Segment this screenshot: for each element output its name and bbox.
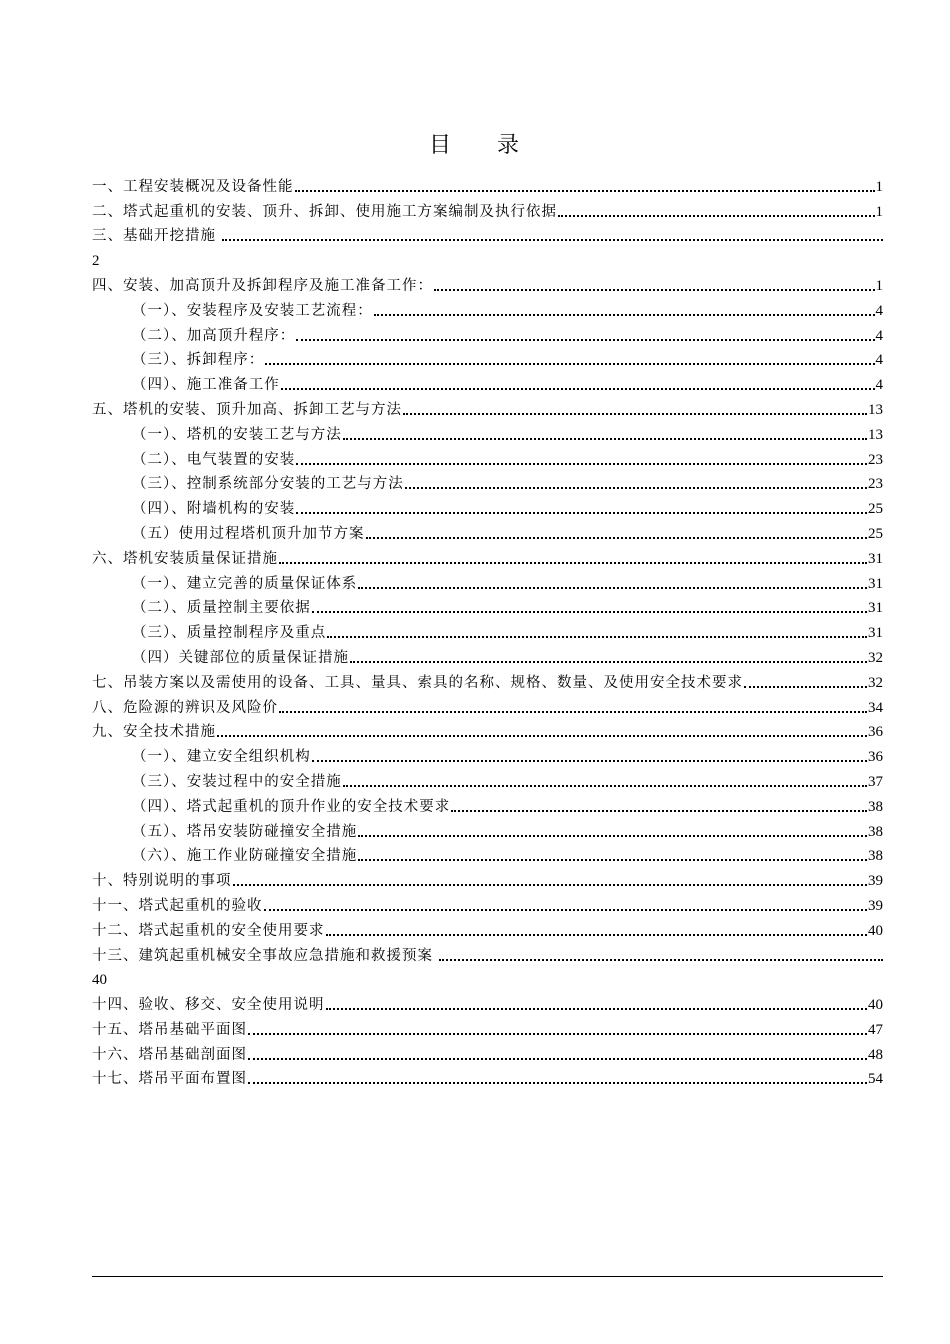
- toc-entry-label: 四、安装、加高顶升及拆卸程序及施工准备工作：: [92, 277, 433, 294]
- toc-entry-page-wrapped: 2: [92, 253, 100, 270]
- toc-entry[interactable]: [92, 865, 883, 890]
- toc-entry[interactable]: [92, 989, 883, 1014]
- toc-leader-dots: [374, 298, 875, 316]
- toc-leader-dots: [217, 719, 867, 737]
- toc-leader-dots: [279, 546, 867, 564]
- toc-entry-page: 40: [868, 922, 883, 939]
- toc-entry-label: 十一、塔式起重机的验收: [92, 897, 263, 914]
- toc-entry[interactable]: [92, 717, 883, 742]
- toc-entry-label: （四）、施工准备工作: [132, 377, 280, 394]
- toc-entry[interactable]: [92, 394, 883, 419]
- toc-leader-dots: [350, 645, 867, 663]
- toc-entry-page: 31: [868, 600, 883, 617]
- toc-entry[interactable]: [92, 196, 883, 221]
- toc-entry-page: 36: [868, 749, 883, 766]
- toc-entry-page: 13: [868, 426, 883, 443]
- toc-entry-label: 十三、建筑起重机械安全事故应急措施和救援预案: [92, 947, 433, 964]
- toc-leader-dots: [296, 496, 867, 514]
- toc-entry-label: （一）、塔机的安装工艺与方法: [132, 426, 342, 443]
- toc-leader-dots: [326, 918, 868, 936]
- toc-leader-dots: [281, 372, 875, 390]
- toc-entry[interactable]: [92, 493, 883, 518]
- toc-entry-page: 13: [868, 401, 883, 418]
- toc-entry-page: 32: [868, 649, 883, 666]
- toc-entry-page: 34: [868, 699, 883, 716]
- toc-entry-label: 十七、塔吊平面布置图: [92, 1071, 247, 1088]
- toc-leader-dots: [343, 769, 867, 787]
- toc-entry-label: 十四、验收、移交、安全使用说明: [92, 997, 325, 1014]
- toc-leader-dots: [248, 1042, 867, 1060]
- toc-entry-label: 五、塔机的安装、顶升加高、拆卸工艺与方法: [92, 401, 402, 418]
- toc-entry-page: 25: [868, 501, 883, 518]
- toc-leader-dots: [358, 843, 867, 861]
- toc-entry-page: 48: [868, 1046, 883, 1063]
- toc-entry-label: （二）、电气装置的安装: [132, 451, 296, 468]
- toc-entry-label: 一、工程安装概况及设备性能: [92, 178, 294, 195]
- toc-leader-dots: [434, 273, 875, 291]
- toc-leader-dots: [248, 1066, 867, 1084]
- table-of-contents: [92, 171, 883, 1088]
- toc-entry[interactable]: [92, 667, 883, 692]
- toc-entry-label: （三）、安装过程中的安全措施: [132, 773, 342, 790]
- footer-rule: [92, 1276, 883, 1277]
- toc-entry-page: 31: [868, 625, 883, 642]
- toc-entry[interactable]: [92, 890, 883, 915]
- toc-entry[interactable]: [92, 791, 883, 816]
- toc-leader-dots: [248, 1017, 867, 1035]
- toc-entry-page: 39: [868, 897, 883, 914]
- toc-title: [0, 128, 950, 159]
- toc-entry-label: （五）使用过程塔机顶升加节方案: [132, 525, 365, 542]
- toc-entry-label: （五）、塔吊安装防碰撞安全措施: [132, 823, 358, 840]
- toc-entry-label: （三）、质量控制程序及重点: [132, 625, 327, 642]
- toc-entry[interactable]: [92, 642, 883, 667]
- toc-entry[interactable]: [92, 369, 883, 394]
- toc-entry[interactable]: [92, 518, 883, 543]
- toc-entry[interactable]: [92, 345, 883, 370]
- toc-leader-dots: [295, 174, 875, 192]
- toc-entry-page-wrapped: 40: [92, 972, 107, 989]
- toc-leader-dots: [222, 231, 883, 241]
- toc-entry-page: 31: [868, 575, 883, 592]
- toc-entry-page: 39: [868, 873, 883, 890]
- toc-entry-label: （一）、建立完善的质量保证体系: [132, 575, 358, 592]
- toc-entry-page: 38: [868, 823, 883, 840]
- toc-entry-label: 八、危险源的辨识及风险价: [92, 699, 278, 716]
- toc-entry-label: （三）、控制系统部分安装的工艺与方法: [132, 476, 404, 493]
- toc-entry[interactable]: [92, 766, 883, 791]
- toc-entry-page: 23: [868, 476, 883, 493]
- toc-leader-dots: [439, 951, 883, 961]
- toc-leader-dots: [558, 199, 875, 217]
- toc-entry[interactable]: [92, 841, 883, 866]
- toc-entry[interactable]: [92, 692, 883, 717]
- toc-entry-label: 六、塔机安装质量保证措施: [92, 550, 278, 567]
- toc-leader-dots: [451, 794, 867, 812]
- toc-entry[interactable]: [92, 915, 883, 940]
- toc-entry-label: 十五、塔吊基础平面图: [92, 1021, 247, 1038]
- toc-entry-label: （三）、拆卸程序：: [132, 352, 265, 369]
- toc-entry-label: 七、吊装方案以及需使用的设备、工具、量具、索具的名称、规格、数量、及使用安全技术要求: [92, 674, 743, 691]
- toc-entry[interactable]: [92, 741, 883, 766]
- toc-entry-page: 38: [868, 798, 883, 815]
- toc-entry-page: 4: [875, 327, 883, 344]
- toc-leader-dots: [403, 397, 867, 415]
- toc-leader-dots: [343, 422, 867, 440]
- toc-leader-dots: [744, 670, 867, 688]
- toc-entry[interactable]: [92, 295, 883, 320]
- toc-leader-dots: [327, 620, 867, 638]
- toc-entry[interactable]: [92, 444, 883, 469]
- toc-leader-dots: [405, 471, 867, 489]
- toc-entry-page: 4: [875, 302, 883, 319]
- toc-entry[interactable]: [92, 1014, 883, 1039]
- toc-entry-page: 1: [875, 178, 883, 195]
- toc-entry-page: 40: [868, 997, 883, 1014]
- toc-entry-page: 4: [875, 377, 883, 394]
- toc-title-right: 录: [497, 133, 522, 158]
- toc-entry[interactable]: [92, 543, 883, 568]
- toc-title-left: 目: [428, 133, 453, 158]
- toc-entry-page: 1: [875, 203, 883, 220]
- toc-leader-dots: [265, 347, 874, 365]
- toc-entry[interactable]: [92, 469, 883, 494]
- toc-entry-page: 23: [868, 451, 883, 468]
- toc-entry-page: 4: [875, 352, 883, 369]
- toc-entry[interactable]: [92, 320, 883, 345]
- toc-entry-page: 37: [868, 773, 883, 790]
- toc-entry[interactable]: [92, 1064, 883, 1089]
- toc-leader-dots: [279, 695, 867, 713]
- toc-entry[interactable]: [92, 221, 883, 246]
- toc-entry-label: （二）、质量控制主要依据: [132, 600, 311, 617]
- toc-entry-label: 二、塔式起重机的安装、顶升、拆卸、使用施工方案编制及执行依据: [92, 203, 557, 220]
- toc-entry-label: 十二、塔式起重机的安全使用要求: [92, 922, 325, 939]
- toc-entry-page: 31: [868, 550, 883, 567]
- toc-leader-dots: [264, 893, 868, 911]
- toc-leader-dots: [326, 992, 868, 1010]
- toc-entry-label: （六）、施工作业防碰撞安全措施: [132, 848, 358, 865]
- toc-entry[interactable]: [92, 816, 883, 841]
- toc-entry-label: （一）、建立安全组织机构: [132, 749, 311, 766]
- toc-entry-label: 十、特别说明的事项: [92, 873, 232, 890]
- toc-leader-dots: [366, 521, 868, 539]
- toc-entry[interactable]: [92, 940, 883, 965]
- toc-leader-dots: [312, 744, 867, 762]
- toc-entry-label: （一）、安装程序及安装工艺流程：: [132, 302, 373, 319]
- toc-entry-label: （四）、塔式起重机的顶升作业的安全技术要求: [132, 798, 451, 815]
- toc-entry[interactable]: [92, 1039, 883, 1064]
- toc-entry-page: 32: [868, 674, 883, 691]
- toc-entry[interactable]: [92, 593, 883, 618]
- toc-entry-page: 25: [868, 525, 883, 542]
- toc-entry-page: 1: [875, 277, 883, 294]
- toc-entry-page: 38: [868, 848, 883, 865]
- toc-entry-label: 九、安全技术措施: [92, 724, 216, 741]
- toc-leader-dots: [296, 323, 874, 341]
- toc-leader-dots: [233, 868, 868, 886]
- toc-entry-label: （二）、加高顶升程序：: [132, 327, 296, 344]
- toc-entry-label: 三、基础开挖措施: [92, 228, 216, 245]
- toc-leader-dots: [296, 447, 867, 465]
- toc-entry[interactable]: [92, 568, 883, 593]
- toc-leader-dots: [358, 571, 867, 589]
- toc-leader-dots: [358, 819, 867, 837]
- toc-leader-dots: [312, 595, 867, 613]
- toc-entry-label: （四）关键部位的质量保证措施: [132, 649, 349, 666]
- toc-entry-label: 十六、塔吊基础剖面图: [92, 1046, 247, 1063]
- toc-entry-label: （四）、附墙机构的安装: [132, 501, 296, 518]
- toc-entry-page: 47: [868, 1021, 883, 1038]
- toc-entry[interactable]: [92, 617, 883, 642]
- toc-entry-page: 36: [868, 724, 883, 741]
- toc-entry[interactable]: [92, 171, 883, 196]
- toc-entry[interactable]: [92, 419, 883, 444]
- toc-entry[interactable]: [92, 270, 883, 295]
- toc-entry-page: 54: [868, 1071, 883, 1088]
